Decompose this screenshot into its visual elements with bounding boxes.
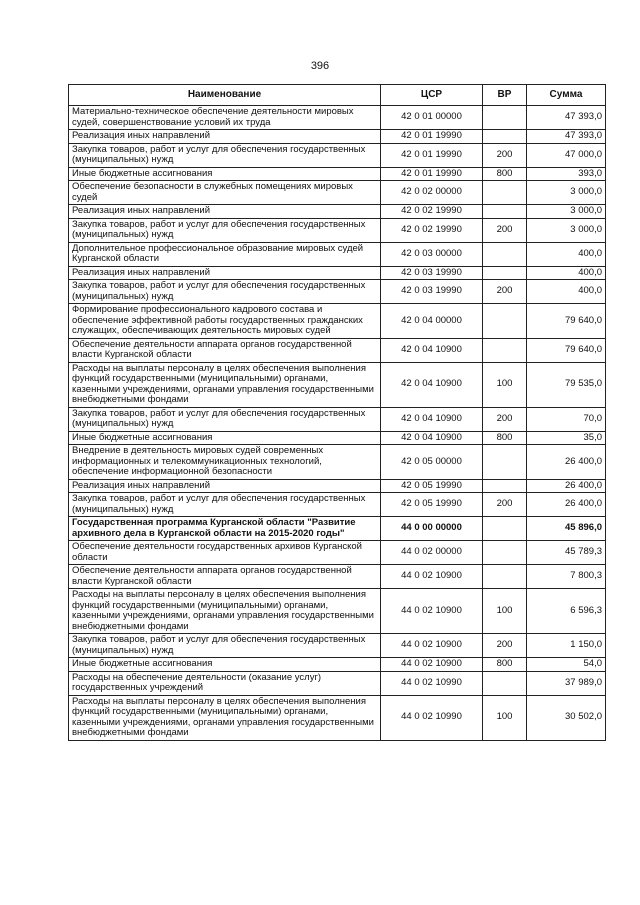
cell-csr: 42 0 04 00000 — [381, 304, 483, 339]
table-row — [69, 445, 606, 480]
cell-vr — [483, 445, 527, 480]
cell-csr: 44 0 02 10900 — [381, 565, 483, 589]
cell-csr: 42 0 04 10900 — [381, 431, 483, 445]
table-row — [69, 362, 606, 407]
cell-sum: 70,0 — [527, 407, 606, 431]
cell-vr — [483, 517, 527, 541]
header-csr: ЦСР — [381, 85, 483, 106]
cell-csr: 44 0 02 10990 — [381, 671, 483, 695]
cell-sum: 26 400,0 — [527, 445, 606, 480]
cell-name: Расходы на выплаты персоналу в целях обеспечения выполнения функций государственными (муниципальными) органами, казенными учреждениями, органами управления государственными внебюджетными фондами — [69, 695, 381, 740]
table-row — [69, 143, 606, 167]
header-vr: ВР — [483, 85, 527, 106]
cell-sum: 3 000,0 — [527, 218, 606, 242]
cell-sum: 400,0 — [527, 280, 606, 304]
cell-csr: 42 0 05 19990 — [381, 479, 483, 493]
table-row — [69, 658, 606, 672]
table-row — [69, 541, 606, 565]
cell-vr: 800 — [483, 431, 527, 445]
cell-sum: 47 393,0 — [527, 130, 606, 144]
cell-sum: 400,0 — [527, 266, 606, 280]
cell-name: Расходы на выплаты персоналу в целях обеспечения выполнения функций государственными (муниципальными) органами, казенными учреждениями, органами управления государственными внебюджетными фондами — [69, 589, 381, 634]
cell-name: Реализация иных направлений — [69, 479, 381, 493]
cell-name: Расходы на обеспечение деятельности (оказание услуг) государственных учреждений — [69, 671, 381, 695]
table-row — [69, 517, 606, 541]
cell-vr: 100 — [483, 362, 527, 407]
table-header-row — [69, 85, 606, 106]
table-row — [69, 695, 606, 740]
cell-name: Реализация иных направлений — [69, 266, 381, 280]
cell-vr: 200 — [483, 407, 527, 431]
cell-name: Внедрение в деятельность мировых судей современных информационных и телекоммуникационных технологий, обеспечение информационной безопасности — [69, 445, 381, 480]
cell-vr: 200 — [483, 493, 527, 517]
cell-csr: 44 0 02 10900 — [381, 634, 483, 658]
cell-vr: 800 — [483, 658, 527, 672]
cell-vr — [483, 242, 527, 266]
cell-vr: 100 — [483, 589, 527, 634]
cell-csr: 44 0 02 00000 — [381, 541, 483, 565]
cell-name: Обеспечение деятельности аппарата органов государственной власти Курганской области — [69, 338, 381, 362]
cell-vr: 200 — [483, 280, 527, 304]
table-row — [69, 338, 606, 362]
cell-name: Реализация иных направлений — [69, 130, 381, 144]
table-row — [69, 671, 606, 695]
cell-vr — [483, 565, 527, 589]
cell-name: Закупка товаров, работ и услуг для обеспечения государственных (муниципальных) нужд — [69, 493, 381, 517]
cell-csr: 44 0 02 10900 — [381, 589, 483, 634]
cell-vr — [483, 130, 527, 144]
cell-name: Закупка товаров, работ и услуг для обеспечения государственных (муниципальных) нужд — [69, 280, 381, 304]
table-row — [69, 431, 606, 445]
cell-csr: 42 0 01 19990 — [381, 167, 483, 181]
cell-vr — [483, 205, 527, 219]
table-row — [69, 205, 606, 219]
cell-csr: 42 0 02 19990 — [381, 205, 483, 219]
cell-sum: 45 789,3 — [527, 541, 606, 565]
table-row — [69, 304, 606, 339]
cell-sum: 3 000,0 — [527, 181, 606, 205]
cell-csr: 42 0 01 00000 — [381, 106, 483, 130]
budget-table — [68, 84, 606, 741]
cell-name: Иные бюджетные ассигнования — [69, 167, 381, 181]
cell-vr: 800 — [483, 167, 527, 181]
page-number: 396 — [310, 60, 330, 72]
table-row — [69, 493, 606, 517]
cell-vr — [483, 106, 527, 130]
cell-vr: 100 — [483, 695, 527, 740]
cell-csr: 42 0 01 19990 — [381, 130, 483, 144]
table-row — [69, 167, 606, 181]
cell-sum: 47 393,0 — [527, 106, 606, 130]
cell-csr: 42 0 01 19990 — [381, 143, 483, 167]
cell-csr: 42 0 03 00000 — [381, 242, 483, 266]
cell-csr: 42 0 03 19990 — [381, 266, 483, 280]
table-row — [69, 266, 606, 280]
cell-vr — [483, 338, 527, 362]
cell-name: Материально-техническое обеспечение деятельности мировых судей, совершенствование условий их труда — [69, 106, 381, 130]
cell-vr — [483, 266, 527, 280]
header-sum: Сумма — [527, 85, 606, 106]
cell-vr — [483, 304, 527, 339]
cell-csr: 42 0 04 10900 — [381, 338, 483, 362]
cell-vr: 200 — [483, 143, 527, 167]
cell-vr — [483, 181, 527, 205]
table-row — [69, 242, 606, 266]
table-row — [69, 407, 606, 431]
table-row — [69, 479, 606, 493]
cell-csr: 44 0 02 10900 — [381, 658, 483, 672]
cell-sum: 79 640,0 — [527, 338, 606, 362]
cell-name: Дополнительное профессиональное образование мировых судей Курганской области — [69, 242, 381, 266]
table-row — [69, 565, 606, 589]
cell-sum: 30 502,0 — [527, 695, 606, 740]
cell-sum: 26 400,0 — [527, 479, 606, 493]
table-row — [69, 589, 606, 634]
cell-csr: 44 0 00 00000 — [381, 517, 483, 541]
table-row — [69, 634, 606, 658]
cell-csr: 44 0 02 10990 — [381, 695, 483, 740]
cell-name: Обеспечение деятельности аппарата органов государственной власти Курганской области — [69, 565, 381, 589]
cell-sum: 3 000,0 — [527, 205, 606, 219]
cell-sum: 393,0 — [527, 167, 606, 181]
cell-name: Закупка товаров, работ и услуг для обеспечения государственных (муниципальных) нужд — [69, 143, 381, 167]
cell-name: Закупка товаров, работ и услуг для обеспечения государственных (муниципальных) нужд — [69, 218, 381, 242]
cell-csr: 42 0 05 00000 — [381, 445, 483, 480]
table-row — [69, 218, 606, 242]
cell-vr — [483, 541, 527, 565]
cell-sum: 54,0 — [527, 658, 606, 672]
cell-csr: 42 0 02 19990 — [381, 218, 483, 242]
cell-name: Государственная программа Курганской области "Развитие архивного дела в Курганской области на 2015-2020 годы" — [69, 517, 381, 541]
cell-name: Реализация иных направлений — [69, 205, 381, 219]
cell-sum: 35,0 — [527, 431, 606, 445]
table-row — [69, 106, 606, 130]
cell-csr: 42 0 02 00000 — [381, 181, 483, 205]
cell-name: Закупка товаров, работ и услуг для обеспечения государственных (муниципальных) нужд — [69, 634, 381, 658]
cell-csr: 42 0 04 10900 — [381, 362, 483, 407]
cell-name: Формирование профессионального кадрового состава и обеспечение эффективной работы государственных гражданских служащих, обеспечивающих деятельность мировых судей — [69, 304, 381, 339]
cell-name: Закупка товаров, работ и услуг для обеспечения государственных (муниципальных) нужд — [69, 407, 381, 431]
cell-csr: 42 0 04 10900 — [381, 407, 483, 431]
header-name: Наименование — [69, 85, 381, 106]
cell-sum: 6 596,3 — [527, 589, 606, 634]
cell-sum: 37 989,0 — [527, 671, 606, 695]
table-row — [69, 130, 606, 144]
cell-sum: 26 400,0 — [527, 493, 606, 517]
cell-vr — [483, 671, 527, 695]
table-body — [69, 106, 606, 741]
cell-name: Расходы на выплаты персоналу в целях обеспечения выполнения функций государственными (муниципальными) органами, казенными учреждениями, органами управления государственными внебюджетными фондами — [69, 362, 381, 407]
cell-sum: 45 896,0 — [527, 517, 606, 541]
cell-csr: 42 0 03 19990 — [381, 280, 483, 304]
cell-sum: 7 800,3 — [527, 565, 606, 589]
cell-vr — [483, 479, 527, 493]
cell-csr: 42 0 05 19990 — [381, 493, 483, 517]
cell-sum: 79 535,0 — [527, 362, 606, 407]
cell-name: Иные бюджетные ассигнования — [69, 658, 381, 672]
table-row — [69, 181, 606, 205]
table-row — [69, 280, 606, 304]
cell-sum: 79 640,0 — [527, 304, 606, 339]
cell-sum: 47 000,0 — [527, 143, 606, 167]
cell-sum: 1 150,0 — [527, 634, 606, 658]
cell-name: Обеспечение безопасности в служебных помещениях мировых судей — [69, 181, 381, 205]
cell-name: Обеспечение деятельности государственных архивов Курганской области — [69, 541, 381, 565]
cell-name: Иные бюджетные ассигнования — [69, 431, 381, 445]
cell-vr: 200 — [483, 634, 527, 658]
cell-vr: 200 — [483, 218, 527, 242]
cell-sum: 400,0 — [527, 242, 606, 266]
